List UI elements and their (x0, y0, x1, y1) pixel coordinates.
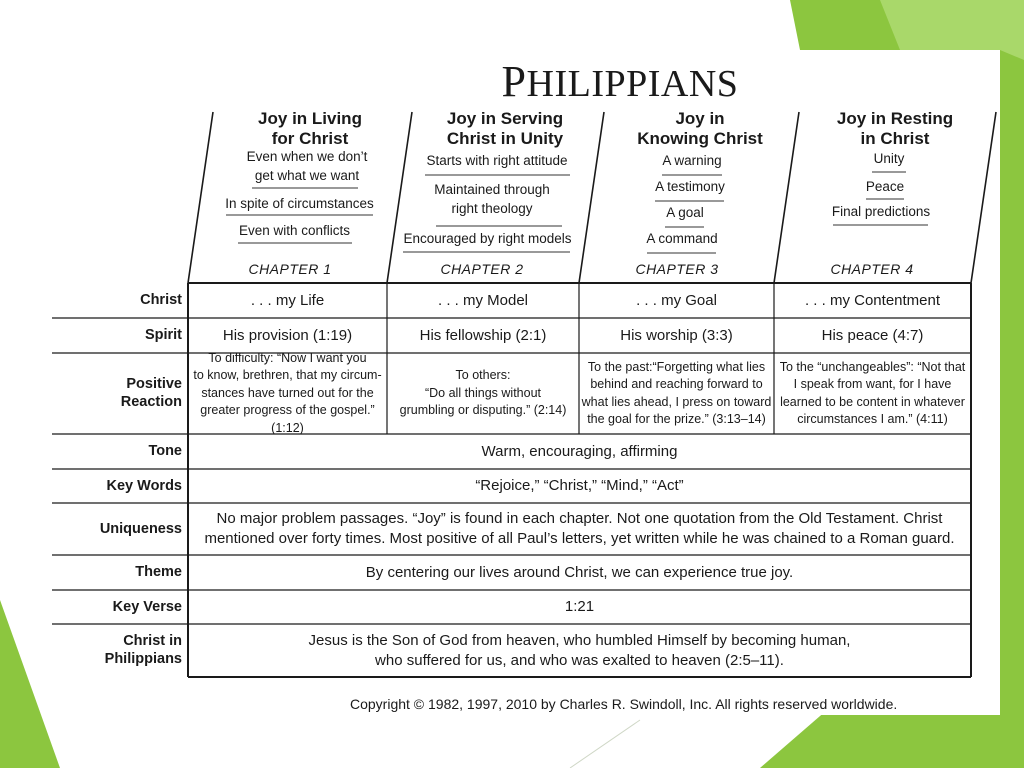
row-label-christ-in-philippians: Christ in Philippians (104, 633, 182, 667)
reaction-cell-3: To the past:“Forgetting what lies behind and reaching forward to what lies ahead, I press on toward the goal for the prize.” (3:13–14) (581, 359, 772, 426)
column-3-item-3: A goal (666, 205, 704, 220)
column-2-item-3: Encouraged by right models (403, 231, 572, 246)
column-2-item-1: Starts with right attitude (426, 153, 568, 168)
row-label-positive-reaction: Positive Reaction (120, 376, 182, 410)
row-label-uniqueness: Uniqueness (99, 521, 182, 537)
christ-in-philippians-cell: Jesus is the Son of God from heaven, who humbled Himself by becoming human, who suffered for us, and who was exalted to heaven (2:5–11). (308, 631, 851, 669)
reaction-cell-4: To the “unchangeables”: “Not that I speak from want, for I have learned to be content in whatever circumstances I am.” (4:11) (779, 359, 966, 426)
reaction-cell-1: To difficulty: “Now I want you to know, brethren, that my circum- stances have turned out for the greater progress of the gospel.” (1:12) (193, 350, 382, 435)
column-heading-2: Joy in Serving Christ in Unity (446, 109, 564, 148)
chapter-label-4: CHAPTER 4 (830, 261, 914, 277)
chapter-label-2: CHAPTER 2 (440, 261, 524, 277)
column-1-item-1: Even when we don’t get what we want (246, 149, 368, 183)
page-title: PHILIPPIANS (501, 57, 739, 106)
uniqueness-cell: No major problem passages. “Joy” is found in each chapter. Not one quotation from the Old Testament. Christ mentioned over forty times. Most positive of all Paul’s letters, yet written while he was chained to a Roman guard. (204, 510, 955, 547)
spirit-cell-3: His worship (3:3) (620, 326, 733, 344)
spirit-cell-1: His provision (1:19) (222, 326, 353, 344)
column-4-item-1: Unity (873, 151, 905, 166)
key-verse-cell: 1:21 (564, 598, 595, 615)
column-heading-3: Joy in Knowing Christ (637, 109, 763, 148)
column-2-item-2: Maintained through right theology (434, 182, 550, 216)
row-label-key-verse: Key Verse (112, 599, 182, 615)
column-1-item-3: Even with conflicts (238, 223, 351, 238)
column-4-item-3: Final predictions (831, 204, 931, 219)
column-3-item-4: A command (646, 231, 718, 246)
reaction-cell-2: To others: “Do all things without grumbling or disputing.” (2:14) (399, 368, 567, 418)
christ-cell-1: . . . my Life (250, 291, 325, 309)
christ-cell-4: . . . my Contentment (804, 291, 941, 309)
christ-cell-2: . . . my Model (437, 291, 529, 309)
key-words-cell: “Rejoice,” “Christ,” “Mind,” “Act” (475, 477, 684, 494)
tone-cell: Warm, encouraging, affirming (481, 442, 678, 460)
column-1-item-2: In spite of circumstances (225, 196, 374, 211)
spirit-cell-2: His fellowship (2:1) (419, 326, 547, 344)
row-label-theme: Theme (135, 564, 182, 580)
chapter-label-3: CHAPTER 3 (635, 261, 719, 277)
decorative-line (570, 720, 640, 768)
copyright-notice: Copyright © 1982, 1997, 2010 by Charles R. Swindoll, Inc. All rights reserved worldwide. (350, 696, 898, 712)
christ-cell-3: . . . my Goal (636, 291, 717, 309)
theme-cell: By centering our lives around Christ, we can experience true joy. (365, 563, 794, 581)
row-label-tone: Tone (148, 443, 182, 459)
column-3-item-1: A warning (662, 153, 722, 168)
row-label-spirit: Spirit (144, 327, 182, 343)
column-heading-4: Joy in Resting in Christ (836, 109, 954, 148)
column-3-item-2: A testimony (655, 179, 725, 194)
row-label-christ: Christ (140, 292, 182, 308)
column-4-item-2: Peace (865, 179, 905, 194)
column-heading-1: Joy in Living for Christ (258, 109, 362, 148)
spirit-cell-4: His peace (4:7) (821, 326, 924, 344)
chapter-label-1: CHAPTER 1 (248, 261, 332, 277)
row-label-key-words: Key Words (106, 478, 182, 494)
